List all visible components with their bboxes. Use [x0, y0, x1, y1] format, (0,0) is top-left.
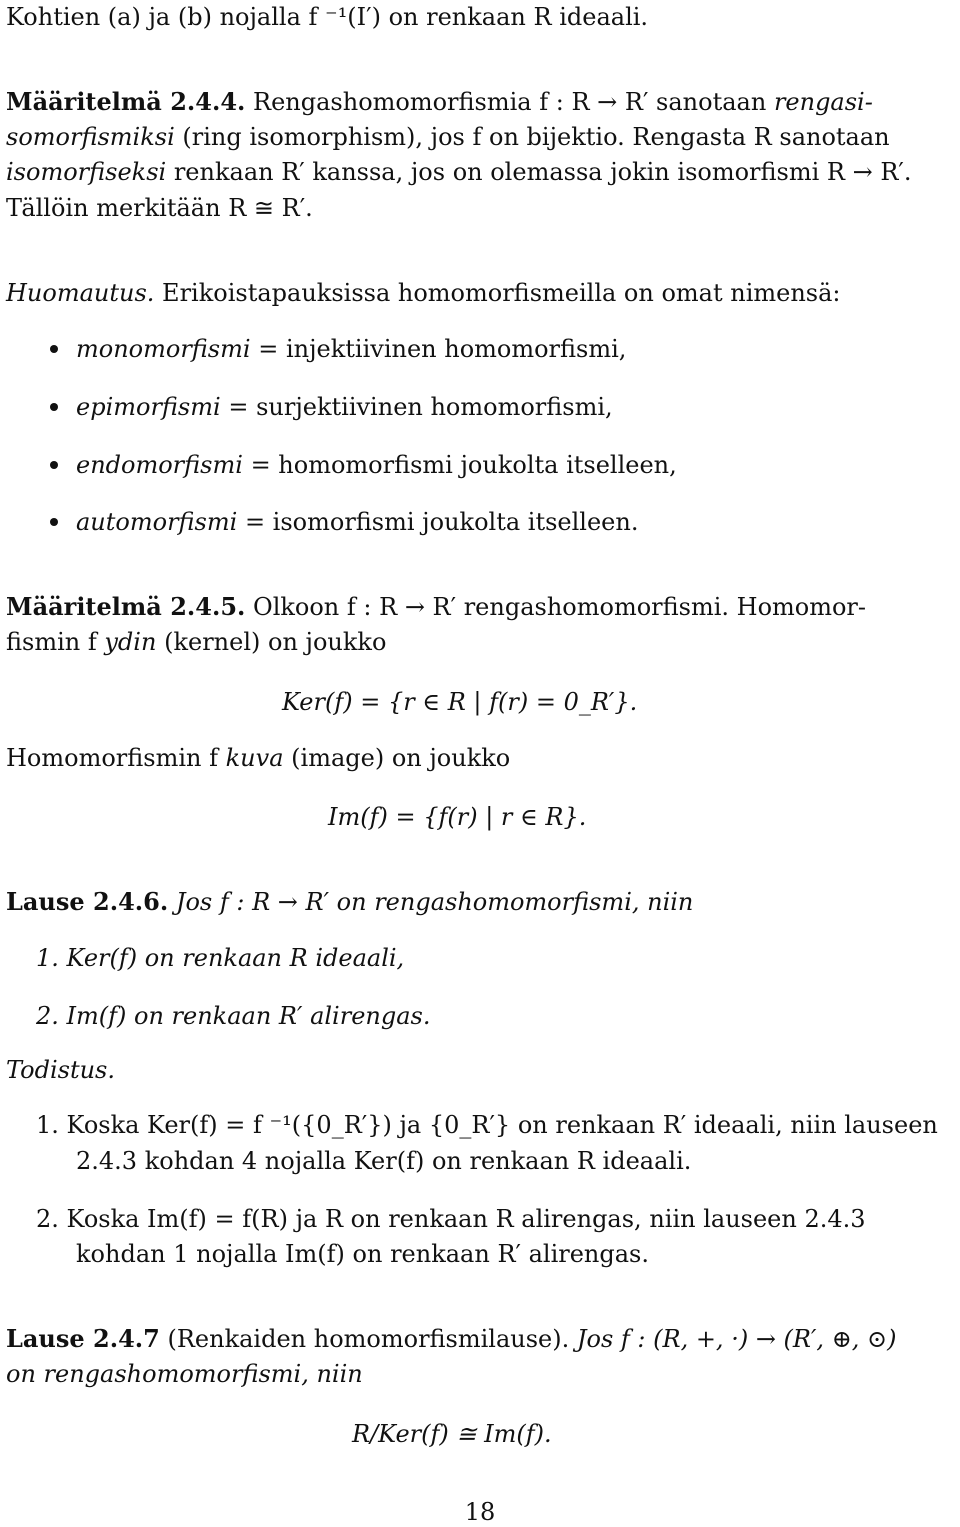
proof-item-2-cont: kohdan 1 nojalla Im(f) on renkaan R′ alirengas. [76, 1240, 649, 1268]
def-heading: Määritelmä 2.4.4. [6, 87, 246, 116]
def-line-3: Homomorfismin f kuva (image) on joukko [6, 744, 511, 772]
bullet-icon [50, 461, 58, 469]
page-number: 18 [464, 1498, 496, 1526]
remark-line: Huomautus. Erikoistapauksissa homomorfismeilla on omat nimensä: [6, 279, 841, 307]
list-item: monomorfismi = injektiivinen homomorfismi, [76, 335, 627, 363]
theorem-heading: Lause 2.4.7 [6, 1324, 160, 1353]
theorem-line: Lause 2.4.6. Jos f : R → R′ on rengashomomorfismi, niin [6, 887, 694, 916]
homomorphism-formula: R/Ker(f) ≅ Im(f). [352, 1420, 552, 1448]
image-formula: Im(f) = {f(r) | r ∈ R}. [328, 803, 587, 831]
proof-label: Todistus. [6, 1056, 115, 1084]
def-line-1: Määritelmä 2.4.4. Rengashomomorfismia f : R → R′ sanotaan rengasi- [6, 87, 873, 116]
list-item: automorfismi = isomorfismi joukolta itselleen. [76, 508, 639, 536]
def-line-1: Määritelmä 2.4.5. Olkoon f : R → R′ rengashomomorfismi. Homomor- [6, 592, 867, 621]
theorem-heading: Lause 2.4.6. [6, 887, 169, 916]
list-item: 1. Ker(f) on renkaan R ideaali, [36, 944, 405, 972]
bullet-icon [50, 403, 58, 411]
def-heading: Määritelmä 2.4.5. [6, 592, 246, 621]
bullet-icon [50, 518, 58, 526]
intro-line: Kohtien (a) ja (b) nojalla f ⁻¹(I′) on renkaan R ideaali. [6, 3, 649, 31]
def-line-4: Tällöin merkitään R ≅ R′. [6, 194, 313, 222]
def-line-2: fismin f ydin (kernel) on joukko [6, 628, 387, 656]
proof-item-1: 1. Koska Ker(f) = f ⁻¹({0_R′}) ja {0_R′} on renkaan R′ ideaali, niin lauseen [36, 1111, 938, 1139]
def-line-2: somorfismiksi (ring isomorphism), jos f on bijektio. Rengasta R sanotaan [6, 123, 890, 151]
list-item: epimorfismi = surjektiivinen homomorfismi, [76, 393, 613, 421]
proof-item-2: 2. Koska Im(f) = f(R) ja R on renkaan R alirengas, niin lauseen 2.4.3 [36, 1205, 866, 1233]
theorem-line-2: on rengashomomorfismi, niin [6, 1360, 363, 1388]
remark-label: Huomautus. [6, 279, 155, 307]
proof-item-1-cont: 2.4.3 kohdan 4 nojalla Ker(f) on renkaan R ideaali. [76, 1147, 692, 1175]
list-item: 2. Im(f) on renkaan R′ alirengas. [36, 1002, 431, 1030]
list-item: endomorfismi = homomorfismi joukolta itselleen, [76, 451, 677, 479]
kernel-formula: Ker(f) = {r ∈ R | f(r) = 0_R′}. [282, 688, 638, 716]
theorem-line: Lause 2.4.7 (Renkaiden homomorfismilause). Jos f : (R, +, ·) → (R′, ⊕, ⊙) [6, 1324, 897, 1353]
theorem-title: (Renkaiden homomorfismilause). [167, 1325, 570, 1353]
def-line-3: isomorfiseksi renkaan R′ kanssa, jos on olemassa jokin isomorfismi R → R′. [6, 158, 912, 186]
bullet-icon [50, 345, 58, 353]
